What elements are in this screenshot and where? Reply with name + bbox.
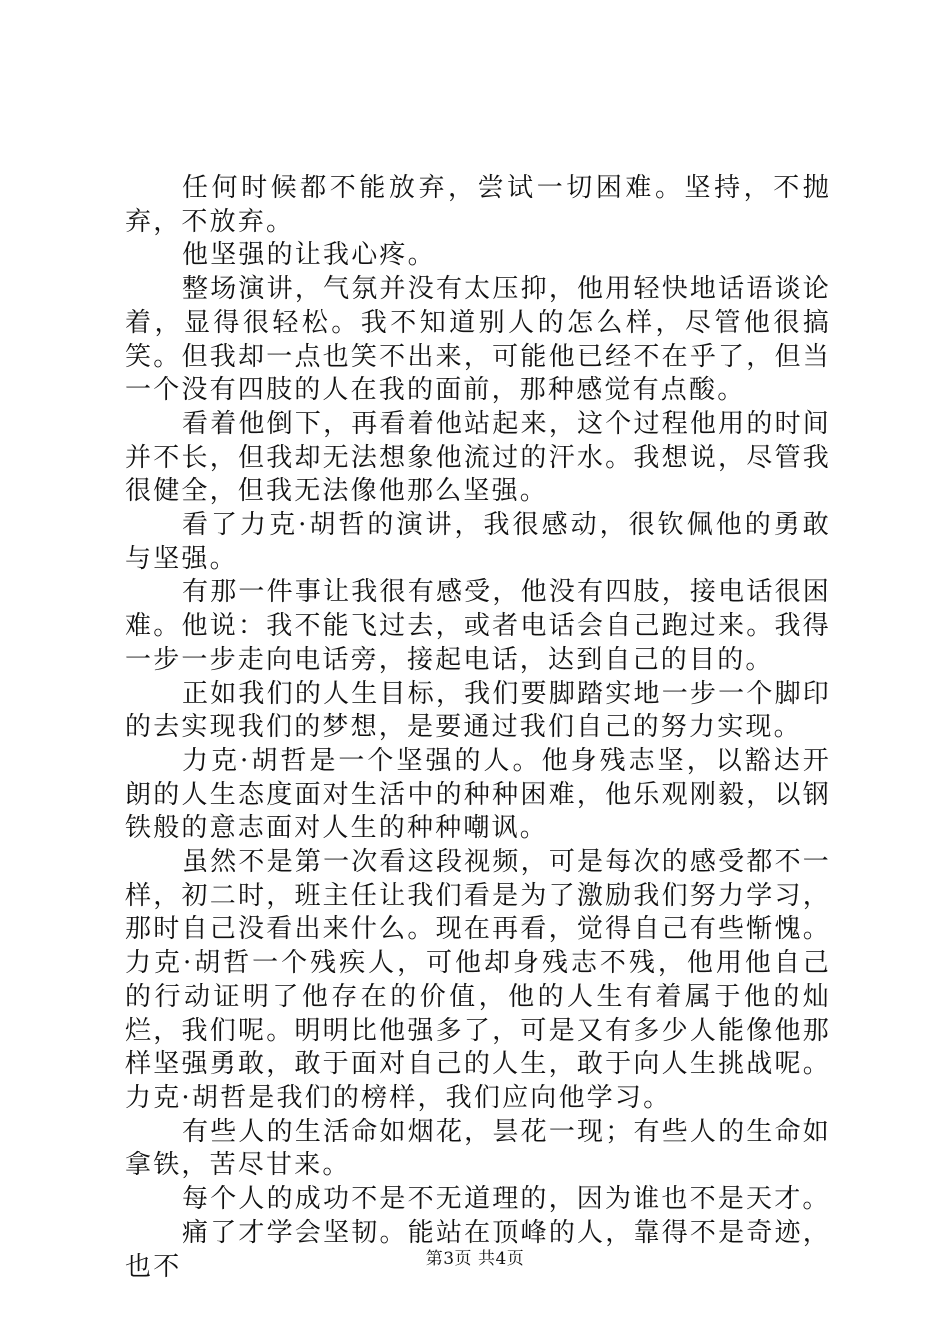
paragraph: 有那一件事让我很有感受，他没有四肢，接电话很困难。他说：我不能飞过去，或者电话会自己跑过来。我得一步一步走向电话旁，接起电话，达到自己的目的。: [125, 577, 831, 675]
paragraph: 任何时候都不能放弃，尝试一切困难。坚持，不抛弃，不放弃。: [125, 173, 831, 237]
paragraph: 虽然不是第一次看这段视频，可是每次的感受都不一样，初二时，班主任让我们看是为了激励我们努力学习，那时自己没看出来什么。现在再看，觉得自己有些惭愧。力克·胡哲一个残疾人，可他却身残志不残，他用他自己的行动证明了他存在的价值，他的人生有着属于他的灿烂，我们呢。明明比他强多了，可是又有多少人能像他那样坚强勇敢，敢于面对自己的人生，敢于向人生挑战呢。力克·胡哲是我们的榜样，我们应向他学习。: [125, 847, 831, 1113]
paragraph: 看着他倒下，再看着他站起来，这个过程他用的时间并不长，但我却无法想象他流过的汗水。我想说，尽管我很健全，但我无法像他那么坚强。: [125, 408, 831, 507]
paragraph: 痛了才学会坚韧。能站在顶峰的人，靠得不是奇迹，也不: [125, 1217, 831, 1282]
paragraph: 看了力克·胡哲的演讲，我很感动，很钦佩他的勇敢与坚强。: [125, 510, 831, 574]
paragraph: 力克·胡哲是一个坚强的人。他身残志坚，以豁达开朗的人生态度面对生活中的种种困难，他乐观刚毅，以钢铁般的意志面对人生的种种嘲讽。: [125, 745, 831, 844]
paragraph: 每个人的成功不是不无道理的，因为谁也不是天才。: [182, 1184, 831, 1215]
paragraph: 他坚强的让我心疼。: [182, 240, 436, 271]
paragraph: 整场演讲，气氛并没有太压抑，他用轻快地话语谈论着，显得很轻松。我不知道别人的怎么样，尽管他很搞笑。但我却一点也笑不出来，可能他已经不在乎了，但当一个没有四肢的人在我的面前，那种感觉有点酸。: [125, 274, 831, 406]
body-text: [125, 172, 831, 1284]
paragraph: 有些人的生活命如烟花，昙花一现；有些人的生命如拿铁，苦尽甘来。: [125, 1116, 831, 1181]
paragraph: 正如我们的人生目标，我们要脚踏实地一步一个脚印的去实现我们的梦想，是要通过我们自己的努力实现。: [125, 678, 831, 743]
page-number-footer: 第3页 共4页: [425, 1249, 525, 1269]
